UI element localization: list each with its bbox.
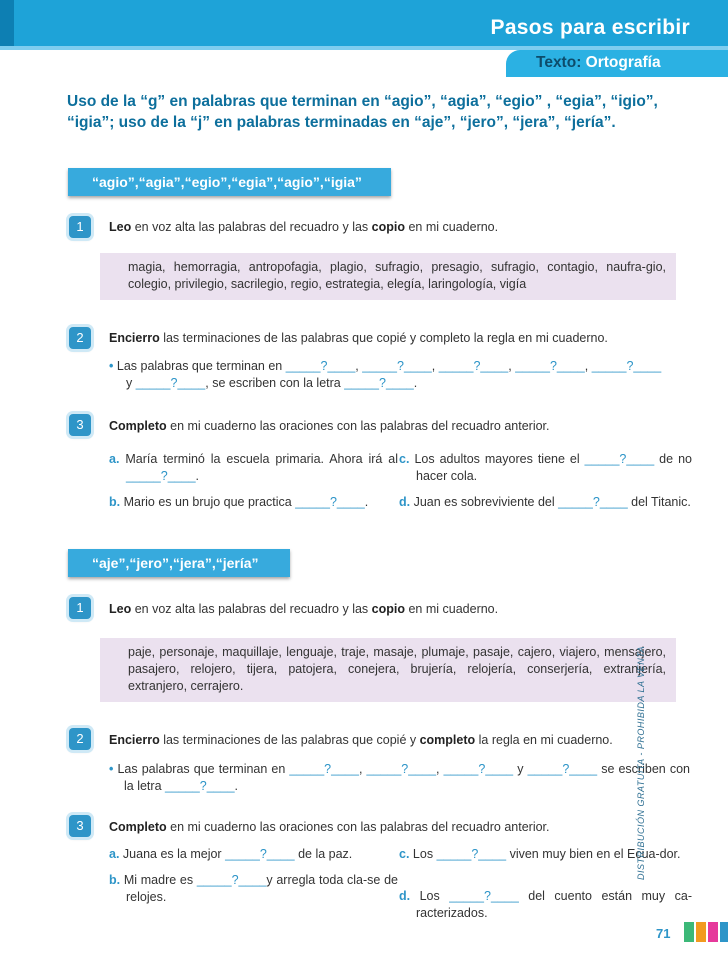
blank-field: _____?____ [584,452,655,466]
bullet-icon: • [109,359,114,373]
s2-step1-verb2: copio [371,602,405,616]
s1-rule-end: , se escriben con la letra [205,376,345,390]
s1-sentence-a [109,451,398,485]
section2-step1-instruction [109,601,498,617]
blank-field: _____?____ [126,469,196,483]
section2-rule [109,761,690,795]
s2-step3-t2: en mi cuaderno las oraciones con las palabras del recuadro anterior. [166,820,550,834]
letter-b: b. [109,873,121,887]
section1-step1-number: 1 [69,216,91,238]
section2-step3-instruction [109,819,550,835]
blank-field: _____?____ [344,376,414,390]
page-number: 71 [656,926,671,941]
b-end: y arregla toda cla-se de relojes. [126,873,398,904]
section2-pill: “aje”,“jero”,“jera”,“jería” [68,549,290,577]
s1-sentence-b [109,494,398,511]
section1-word-box: magia, hemorragia, antropofagia, plagio, sufragio, presagio, sufragio, contagio, naufra-gio, colegio, privilegio, sacrilegio, regio, estrategia, elegía, laringología, vigía [100,253,676,300]
sep: , [436,762,444,776]
blank-field: _____?____ [295,495,365,509]
section2-word-box: paje, personaje, maquillaje, lenguaje, traje, masaje, plumaje, pasaje, cajero, viajero, mensajero, pasajero, relojero, tijera, patojera, conejera, brujería, relojería, conserjería, extranjería, extranjero, cerrajero. [100,638,676,702]
letter-c: c. [399,452,410,466]
s1-step2-verb: Encierro [109,331,160,345]
section2-step1-number: 1 [69,597,91,619]
s1-step1-verb: Leo [109,220,132,234]
letter-d: d. [399,889,411,903]
distribution-notice: DISTRIBUCIÓN GRATUITA - PROHIBIDA LA VENTA [636,645,646,880]
s1-and-wrap [109,376,136,390]
s2-sentence-d [399,888,692,922]
s2-step1-t2: en voz alta las palabras del recuadro y las [131,602,372,616]
s2-sentence-a [109,846,398,863]
section1-rule [109,358,675,392]
blank-field: _____?____ [443,762,514,776]
s1-sentence-c [399,451,692,485]
c-text: Los [412,847,437,861]
c-text: Los adultos mayores tiene el [414,452,585,466]
color-square-orange [696,922,706,942]
a-text: Juana es la mejor [122,847,226,861]
s1-step1-t2: en voz alta las palabras del recuadro y las [131,220,372,234]
blank-field: _____?____ [362,359,432,373]
section2-step3-number: 3 [69,815,91,837]
tab-label-part1: Texto: [536,54,582,71]
sep: , [358,762,367,776]
section2-step2-instruction [109,732,613,748]
section1-step2-instruction [109,330,608,346]
section1-step3-number: 3 [69,414,91,436]
d-text: Juan es sobreviviente del [413,495,559,509]
d-end: del Titanic. [627,495,691,509]
color-square-green [684,922,694,942]
s2-sentence-c [399,846,692,863]
s2-step1-t4: en mi cuaderno. [405,602,499,616]
section-tab-label [536,54,661,72]
c-end: de no hacer cola. [416,452,692,483]
sep: , [584,359,592,373]
s2-rule-start: Las palabras que terminan en [117,762,290,776]
blank-field: _____?____ [289,762,359,776]
blank-field: _____?____ [436,847,507,861]
section1-step2-number: 2 [69,327,91,349]
s1-step3-verb: Completo [109,419,167,433]
letter-a: a. [109,452,120,466]
s2-step3-verb: Completo [109,820,167,834]
s2-step1-verb: Leo [109,602,132,616]
s1-sentence-d [399,494,692,511]
s2-rule-mid: se escriben con la letra [124,762,690,793]
s2-step2-verb: Encierro [109,733,160,747]
s2-step2-t4: la regla en mi cuaderno. [475,733,613,747]
page-title: Uso de la “g” en palabras que terminan en “agio”, “agia”, “egio” , “egia”, “igio”, “igia”; uso de la “j” en palabras terminadas en “aje”, “jero”, “jera”, “jería”. [67,93,658,131]
blank-field: _____?____ [449,889,519,903]
sep: , [355,359,363,373]
bullet-icon: • [109,762,114,776]
s1-step3-t2: en mi cuaderno las oraciones con las palabras del recuadro anterior. [166,419,550,433]
letter-b: b. [109,495,121,509]
b-end: . [364,495,369,509]
letter-c: c. [399,847,410,861]
s1-step2-t2: las terminaciones de las palabras que copié y completo la regla en mi cuaderno. [159,331,608,345]
d-end: del cuento están muy ca-racterizados. [416,889,692,920]
period: . [234,779,239,793]
section1-pill: “agio”,“agia”,“egio”,“egia”,“agio”,“igia” [68,168,391,196]
section-title: Pasos para escribir [490,16,690,39]
s1-step1-verb2: copio [371,220,405,234]
sep: , [508,359,516,373]
and: y [513,762,528,776]
section2-step2-number: 2 [69,728,91,750]
header-bar-edge [0,0,14,46]
blank-field: _____?____ [558,495,628,509]
letter-d: d. [399,495,411,509]
blank-field: _____?____ [527,762,598,776]
section1-step1-instruction [109,219,498,235]
blank-field: _____?____ [366,762,437,776]
a-end: de la paz. [294,847,353,861]
color-square-blue [720,922,728,942]
s1-step1-t4: en mi cuaderno. [405,220,499,234]
blank-field: _____?____ [591,359,662,373]
blank-field: _____?____ [196,873,267,887]
a-end: . [195,469,200,483]
s2-step2-verb2: completo [419,733,476,747]
b-text: Mario es un brujo que practica [123,495,296,509]
blank-field: _____?____ [135,376,206,390]
c-end: viven muy bien en el Ecua-dor. [506,847,681,861]
a-text: María terminó la escuela primaria. Ahora irá al [125,452,398,466]
blank-field: _____?____ [285,359,356,373]
tab-label-part2: Ortografía [585,54,661,71]
d-text: Los [419,889,450,903]
color-square-pink [708,922,718,942]
sep: , [431,359,439,373]
and: y [126,376,136,390]
letter-a: a. [109,847,120,861]
s2-step2-t2: las terminaciones de las palabras que copié y [159,733,420,747]
blank-field: _____?____ [165,779,235,793]
b-text: Mi madre es [123,873,197,887]
s2-sentence-b [109,872,398,906]
section1-step3-instruction [109,418,550,434]
blank-field: _____?____ [438,359,509,373]
s1-rule-start: Las palabras que terminan en [116,359,286,373]
blank-field: _____?____ [225,847,295,861]
blank-field: _____?____ [515,359,585,373]
period: . [413,376,418,390]
